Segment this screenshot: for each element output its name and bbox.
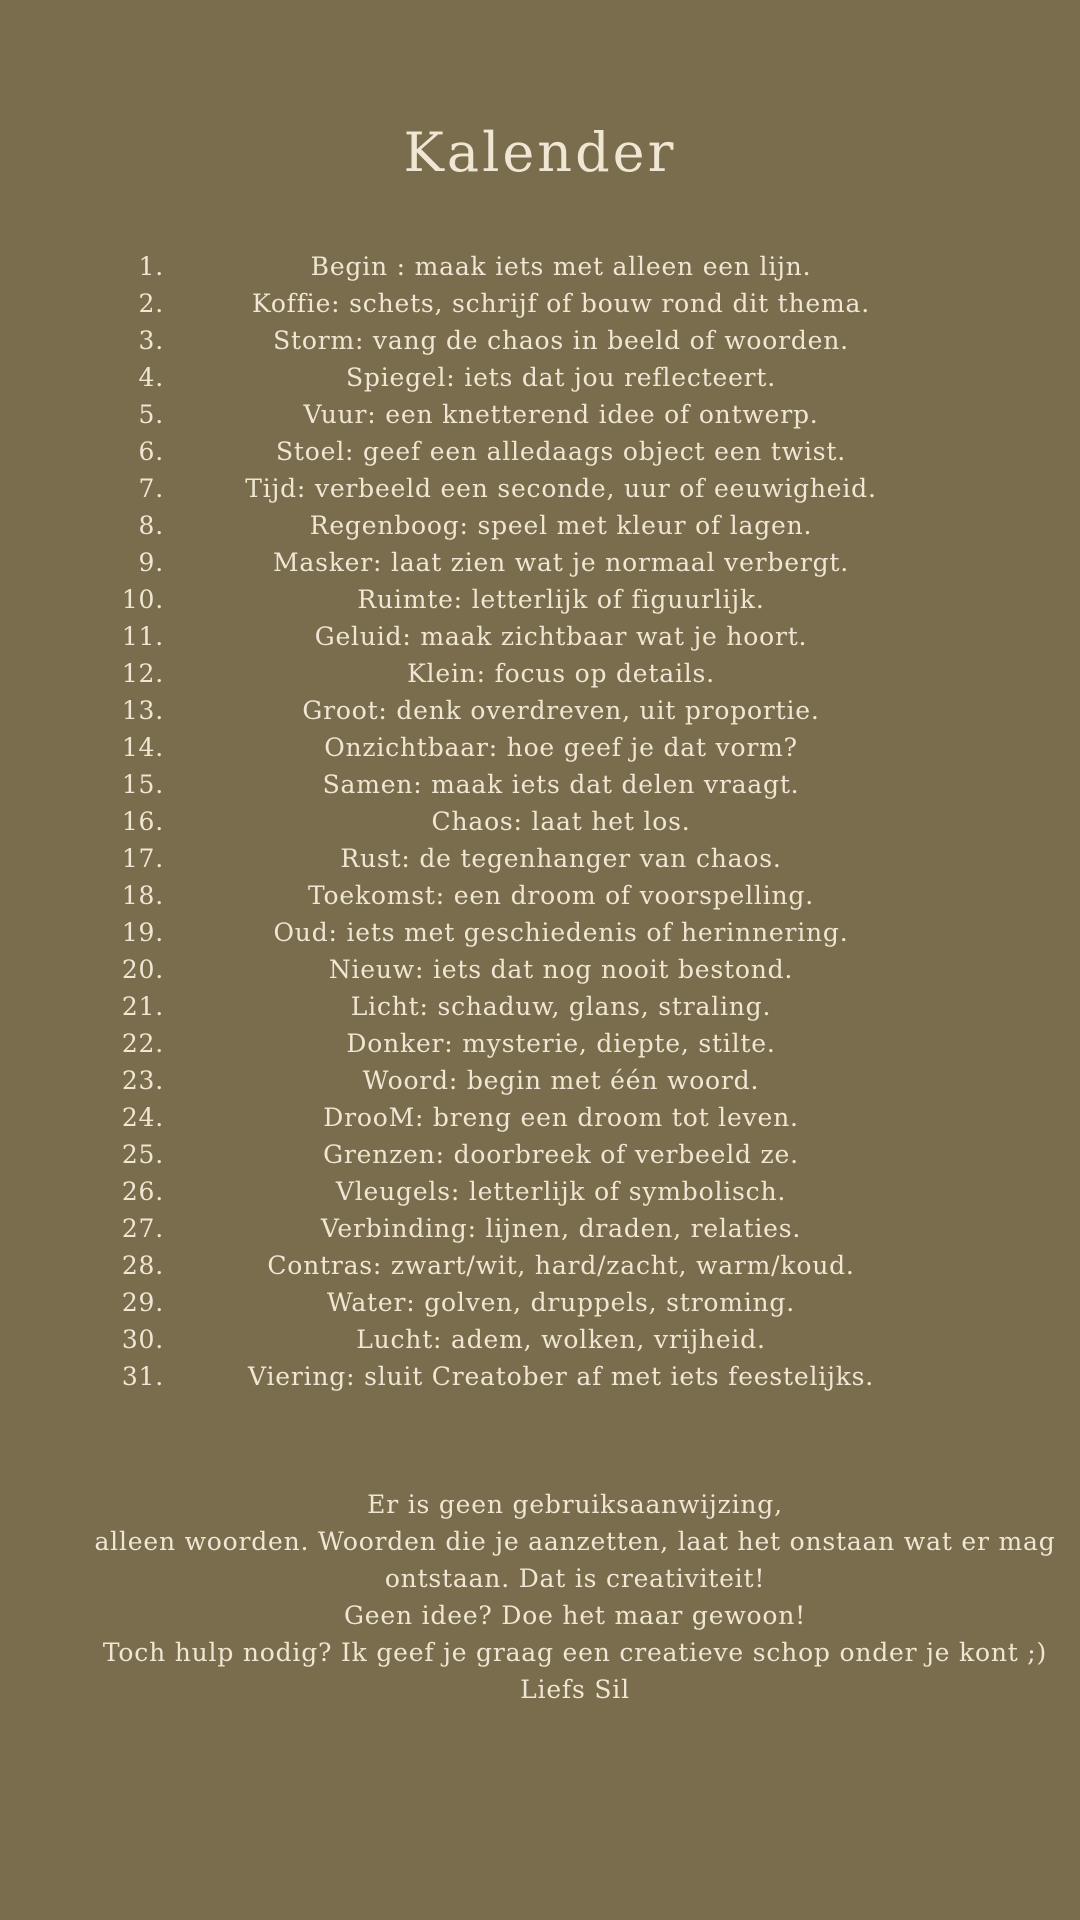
calendar-item	[0, 1062, 1080, 1099]
calendar-item	[0, 729, 1080, 766]
calendar-item-text: Groot: denk overdreven, uit proportie.	[302, 696, 820, 725]
calendar-item-number: 18.	[121, 881, 164, 910]
calendar-item-number: 3.	[138, 326, 164, 355]
calendar-item-text: Tijd: verbeeld een seconde, uur of eeuwigheid.	[245, 474, 877, 503]
calendar-item-number: 5.	[138, 400, 164, 429]
calendar-item-number: 2.	[138, 289, 164, 318]
calendar-item-number: 25.	[121, 1140, 164, 1169]
calendar-item-number: 17.	[121, 844, 164, 873]
calendar-item-text: Donker: mysterie, diepte, stilte.	[346, 1029, 776, 1058]
calendar-item-number: 8.	[138, 511, 164, 540]
calendar-item	[0, 322, 1080, 359]
calendar-item-number: 24.	[121, 1103, 164, 1132]
calendar-item-number: 1.	[138, 252, 164, 281]
calendar-item	[0, 248, 1080, 285]
calendar-item-number: 26.	[121, 1177, 164, 1206]
calendar-item-number: 28.	[121, 1251, 164, 1280]
calendar-item	[0, 840, 1080, 877]
calendar-item-text: Geluid: maak zichtbaar wat je hoort.	[314, 622, 808, 651]
calendar-item	[0, 618, 1080, 655]
footer-note	[90, 1486, 1060, 1708]
calendar-item-text: Koffie: schets, schrijf of bouw rond dit thema.	[252, 289, 870, 318]
calendar-item-text: Nieuw: iets dat nog nooit bestond.	[328, 955, 794, 984]
calendar-item	[0, 951, 1080, 988]
calendar-item-number: 27.	[121, 1214, 164, 1243]
calendar-item	[0, 1025, 1080, 1062]
calendar-item-number: 14.	[121, 733, 164, 762]
calendar-item-text: Licht: schaduw, glans, straling.	[350, 992, 772, 1021]
calendar-item	[0, 581, 1080, 618]
calendar-item-text: Masker: laat zien wat je normaal verbergt.	[273, 548, 849, 577]
calendar-item-text: Stoel: geef een alledaags object een twist.	[276, 437, 846, 466]
calendar-item-number: 13.	[121, 696, 164, 725]
calendar-item-number: 16.	[121, 807, 164, 836]
calendar-item-number: 9.	[138, 548, 164, 577]
calendar-item-text: Chaos: laat het los.	[431, 807, 691, 836]
calendar-item-number: 21.	[121, 992, 164, 1021]
footer-line-1: Er is geen gebruiksaanwijzing,	[367, 1490, 783, 1519]
calendar-item	[0, 766, 1080, 803]
calendar-item-number: 19.	[121, 918, 164, 947]
calendar-item	[0, 285, 1080, 322]
calendar-item-number: 23.	[121, 1066, 164, 1095]
calendar-item	[0, 877, 1080, 914]
calendar-item	[0, 1136, 1080, 1173]
calendar-item-text: Klein: focus op details.	[407, 659, 715, 688]
footer-signature: Liefs Sil	[520, 1675, 630, 1704]
calendar-item-number: 15.	[121, 770, 164, 799]
page-title: Kalender	[403, 121, 677, 184]
calendar-item	[0, 914, 1080, 951]
calendar-item-number: 10.	[121, 585, 164, 614]
calendar-item-number: 7.	[138, 474, 164, 503]
calendar-item-number: 30.	[121, 1325, 164, 1354]
calendar-item-text: Contras: zwart/wit, hard/zacht, warm/koud.	[267, 1251, 855, 1280]
calendar-item-text: Regenboog: speel met kleur of lagen.	[309, 511, 813, 540]
calendar-item-text: DrooM: breng een droom tot leven.	[323, 1103, 799, 1132]
calendar-item	[0, 359, 1080, 396]
calendar-item-text: Verbinding: lijnen, draden, relaties.	[320, 1214, 802, 1243]
calendar-item	[0, 692, 1080, 729]
calendar-item-text: Woord: begin met één woord.	[362, 1066, 760, 1095]
calendar-item	[0, 1247, 1080, 1284]
calendar-item	[0, 1173, 1080, 1210]
calendar-item-number: 6.	[138, 437, 164, 466]
calendar-item-text: Viering: sluit Creatober af met iets feestelijks.	[248, 1362, 874, 1391]
calendar-item	[0, 1284, 1080, 1321]
calendar-item-number: 12.	[121, 659, 164, 688]
calendar-item-text: Water: golven, druppels, stroming.	[327, 1288, 795, 1317]
calendar-item-text: Vuur: een knetterend idee of ontwerp.	[303, 400, 819, 429]
calendar-item-text: Begin : maak iets met alleen een lijn.	[310, 252, 812, 281]
calendar-item-number: 29.	[121, 1288, 164, 1317]
calendar-item	[0, 988, 1080, 1025]
calendar-item	[0, 544, 1080, 581]
calendar-item	[0, 507, 1080, 544]
calendar-item-text: Oud: iets met geschiedenis of herinnering.	[273, 918, 849, 947]
calendar-item-text: Spiegel: iets dat jou reflecteert.	[345, 363, 777, 392]
calendar-item-text: Vleugels: letterlijk of symbolisch.	[335, 1177, 787, 1206]
calendar-item-number: 22.	[121, 1029, 164, 1058]
footer-line-2: alleen woorden. Woorden die je aanzetten, laat het onstaan wat er mag ontstaan. Dat is creativiteit!	[94, 1527, 1056, 1593]
calendar-item	[0, 655, 1080, 692]
calendar-item-number: 11.	[121, 622, 164, 651]
calendar-list	[0, 248, 1080, 1395]
calendar-item-text: Samen: maak iets dat delen vraagt.	[322, 770, 800, 799]
calendar-item-number: 4.	[138, 363, 164, 392]
calendar-item-text: Grenzen: doorbreek of verbeeld ze.	[323, 1140, 799, 1169]
calendar-item-text: Toekomst: een droom of voorspelling.	[308, 881, 814, 910]
calendar-item-number: 20.	[121, 955, 164, 984]
calendar-item	[0, 396, 1080, 433]
calendar-item	[0, 470, 1080, 507]
calendar-item	[0, 1210, 1080, 1247]
calendar-item-text: Lucht: adem, wolken, vrijheid.	[356, 1325, 766, 1354]
calendar-item	[0, 1099, 1080, 1136]
calendar-item-text: Rust: de tegenhanger van chaos.	[340, 844, 782, 873]
footer-line-3: Geen idee? Doe het maar gewoon!	[344, 1601, 806, 1630]
calendar-item	[0, 1358, 1080, 1395]
calendar-item-text: Storm: vang de chaos in beeld of woorden.	[273, 326, 849, 355]
footer-line-4: Toch hulp nodig? Ik geef je graag een creatieve schop onder je kont ;)	[102, 1638, 1048, 1667]
calendar-item	[0, 1321, 1080, 1358]
calendar-item-number: 31.	[121, 1362, 164, 1391]
calendar-item-text: Onzichtbaar: hoe geef je dat vorm?	[324, 733, 798, 762]
calendar-item-text: Ruimte: letterlijk of figuurlijk.	[357, 585, 765, 614]
calendar-item	[0, 803, 1080, 840]
calendar-item	[0, 433, 1080, 470]
